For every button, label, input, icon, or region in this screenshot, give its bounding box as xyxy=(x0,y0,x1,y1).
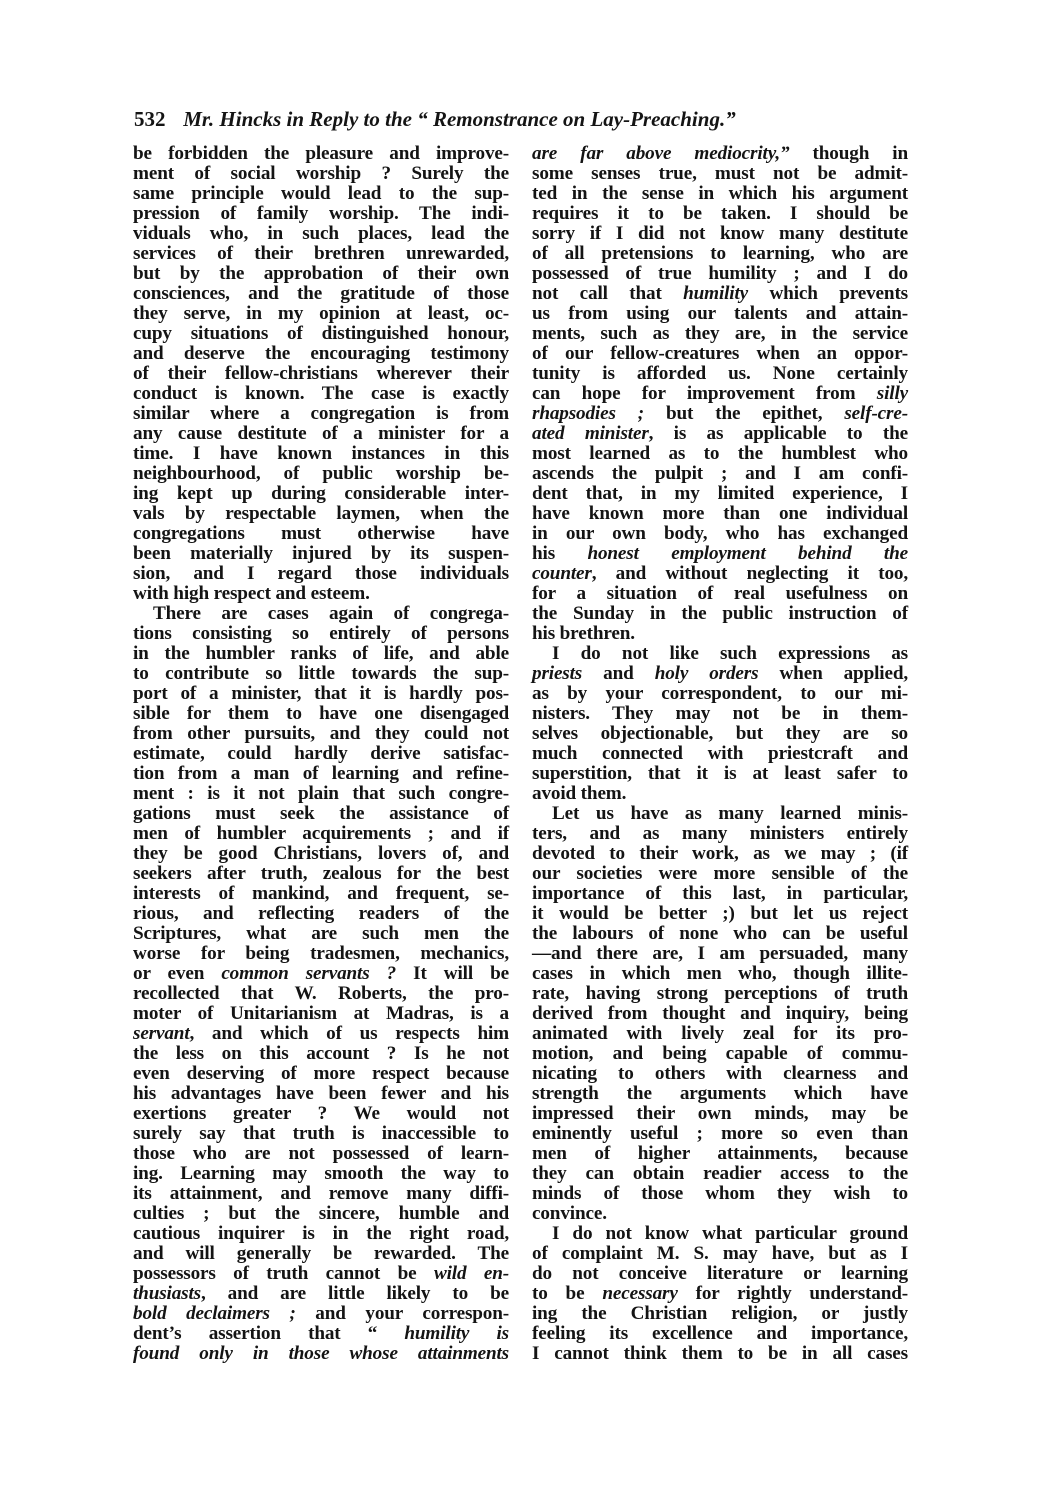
text-line: ters, and as many ministers entirely xyxy=(532,823,908,844)
text-line: tions consisting so entirely of persons xyxy=(133,623,509,644)
text-line: do not conceive literature or learning xyxy=(532,1263,908,1284)
running-header xyxy=(134,106,914,132)
text-line: gations must seek the assistance of xyxy=(133,803,509,824)
text-line: of their fellow-christians wherever their xyxy=(133,363,509,384)
text-line: in our own body, who has exchanged xyxy=(532,523,908,544)
text-line: surely say that truth is inaccessible to xyxy=(133,1123,509,1144)
text-line: from other pursuits, and they could not xyxy=(133,723,509,744)
text-line: the labours of none who can be useful xyxy=(532,923,908,944)
text-line: rate, having strong perceptions of truth xyxy=(532,983,908,1004)
text-line: priests and holy orders when applied, xyxy=(532,663,908,684)
emphasis: humility xyxy=(683,283,749,304)
text-line: servant, and which of us respects him xyxy=(133,1023,509,1044)
text-line: same principle would lead to the sup- xyxy=(133,183,509,204)
emphasis: found only in those whose attainments xyxy=(133,1343,509,1364)
emphasis: servant xyxy=(133,1023,190,1044)
text-line: or even common servants ? It will be xyxy=(133,963,509,984)
text-line: —and there are, I am persuaded, many xyxy=(532,943,908,964)
text-line: port of a minister, that it is hardly pos- xyxy=(133,683,509,704)
emphasis: rhapsodies ; xyxy=(532,403,644,424)
text-line: sorry if I did not know many destitute xyxy=(532,223,908,244)
text-line: There are cases again of congrega- xyxy=(153,603,509,624)
text-line: exertions greater ? We would not xyxy=(133,1103,509,1124)
text-line: estimate, could hardly derive satisfac- xyxy=(133,743,509,764)
text-line: animated with lively zeal for its pro- xyxy=(532,1023,908,1044)
text-line: thusiasts, and are little likely to be xyxy=(133,1283,509,1304)
text-line: it would be better ;) but let us reject xyxy=(532,903,908,924)
text-line: similar where a congregation is from xyxy=(133,403,509,424)
text-line: viduals who, in such places, lead the xyxy=(133,223,509,244)
text-line: ing kept up during considerable inter- xyxy=(133,483,509,504)
text-line: much connected with priestcraft and xyxy=(532,743,908,764)
text-line: to be necessary for rightly understand- xyxy=(532,1283,908,1304)
text-line: sible for them to have one disengaged xyxy=(133,703,509,724)
text-line: any cause destitute of a minister for a xyxy=(133,423,509,444)
text-line: selves objectionable, but they are so xyxy=(532,723,908,744)
text-line: of all pretensions to learning, who are xyxy=(532,243,908,264)
text-line: recollected that W. Roberts, the pro- xyxy=(133,983,509,1004)
text-line: moter of Unitarianism at Madras, is a xyxy=(133,1003,509,1024)
text-line: devoted to their work, as we may ; (if xyxy=(532,843,908,864)
text-line: ated minister, is as applicable to the xyxy=(532,423,908,444)
text-line: rhapsodies ; but the epithet, self-cre- xyxy=(532,403,908,424)
text-line: cases in which men who, though illite- xyxy=(532,963,908,984)
text-line: ments, such as they are, in the service xyxy=(532,323,908,344)
text-line: impressed their own minds, may be xyxy=(532,1103,908,1124)
emphasis: silly xyxy=(876,383,908,404)
text-line: the less on this account ? Is he not xyxy=(133,1043,509,1064)
text-line: neighbourhood, of public worship be- xyxy=(133,463,509,484)
text-line: but by the approbation of their own xyxy=(133,263,509,284)
text-line: as by your correspondent, to our mi- xyxy=(532,683,908,704)
text-line: men of higher attainments, because xyxy=(532,1143,908,1164)
text-line: are far above mediocrity,” though in xyxy=(532,143,908,164)
text-line: nicating to others with clearness and xyxy=(532,1063,908,1084)
emphasis: honest employment behind the xyxy=(587,543,908,564)
text-line: tunity is afforded us. None certainly xyxy=(532,363,908,384)
text-line: bold declaimers ; and your correspon- xyxy=(133,1303,509,1324)
text-line: they can obtain readier access to the xyxy=(532,1163,908,1184)
text-line: they be good Christians, lovers of, and xyxy=(133,843,509,864)
text-line: seekers after truth, zealous for the best xyxy=(133,863,509,884)
running-title: Mr. Hincks in Reply to the “ Remonstrance on Lay-Preaching.” xyxy=(183,107,736,131)
text-line: our societies were more sensible of the xyxy=(532,863,908,884)
text-line: they serve, in my opinion at least, oc- xyxy=(133,303,509,324)
emphasis: common servants ? xyxy=(221,963,397,984)
text-line: be forbidden the pleasure and improve- xyxy=(133,143,509,164)
emphasis: bold declaimers ; xyxy=(133,1303,296,1324)
text-line: congregations must otherwise have xyxy=(133,523,509,544)
emphasis: priests xyxy=(532,663,583,684)
text-line: consciences, and the gratitude of those xyxy=(133,283,509,304)
text-line: those who are not possessed of learn- xyxy=(133,1143,509,1164)
text-line: for a situation of real usefulness on xyxy=(532,583,908,604)
text-line: dent that, in my limited experience, I xyxy=(532,483,908,504)
text-line: worse for being tradesmen, mechanics, xyxy=(133,943,509,964)
text-line: to contribute so little towards the sup- xyxy=(133,663,509,684)
text-line: feeling its excellence and importance, xyxy=(532,1323,908,1344)
emphasis: necessary xyxy=(602,1283,678,1304)
text-line: been materially injured by its suspen- xyxy=(133,543,509,564)
text-line: cupy situations of distinguished honour, xyxy=(133,323,509,344)
text-line: vals by respectable laymen, when the xyxy=(133,503,509,524)
text-line: sion, and I regard those individuals xyxy=(133,563,509,584)
text-line: and deserve the encouraging testimony xyxy=(133,343,509,364)
text-line: ment of social worship ? Surely the xyxy=(133,163,509,184)
text-line: the Sunday in the public instruction of xyxy=(532,603,908,624)
text-line: counter, and without neglecting it too, xyxy=(532,563,908,584)
text-line: in the humbler ranks of life, and able xyxy=(133,643,509,664)
text-line: possessed of true humility ; and I do xyxy=(532,263,908,284)
text-line: his honest employment behind the xyxy=(532,543,908,564)
text-line: possessors of truth cannot be wild en- xyxy=(133,1263,509,1284)
text-line: nisters. They may not be in them- xyxy=(532,703,908,724)
text-line: time. I have known instances in this xyxy=(133,443,509,464)
text-line: convince. xyxy=(532,1203,607,1224)
text-line: I do not like such expressions as xyxy=(552,643,908,664)
text-line: strength the arguments which have xyxy=(532,1083,908,1104)
text-line: avoid them. xyxy=(532,783,627,804)
text-line: pression of family worship. The indi- xyxy=(133,203,509,224)
text-line: ing the Christian religion, or justly xyxy=(532,1303,908,1324)
text-line xyxy=(133,1344,509,1364)
text-line: tion from a man of learning and refine- xyxy=(133,763,509,784)
emphasis: wild en- xyxy=(433,1263,509,1284)
text-line: with high respect and esteem. xyxy=(133,583,370,604)
text-line: ing. Learning may smooth the way to xyxy=(133,1163,509,1184)
text-line: men of humbler acquirements ; and if xyxy=(133,823,509,844)
text-line: motion, and being capable of commu- xyxy=(532,1043,908,1064)
text-line: I cannot think them to be in all cases xyxy=(532,1343,908,1364)
text-line: dent’s assertion that “ humility is xyxy=(133,1323,509,1344)
text-line: have known more than one individual xyxy=(532,503,908,524)
text-line: most learned as to the humblest who xyxy=(532,443,908,464)
text-line: not call that humility which prevents xyxy=(532,283,909,304)
text-line: minds of those whom they wish to xyxy=(532,1183,908,1204)
text-line: derived from thought and inquiry, being xyxy=(532,1003,908,1024)
text-line: cautious inquirer is in the right road, xyxy=(133,1223,509,1244)
text-line: Scriptures, what are such men the xyxy=(133,923,509,944)
text-line: requires it to be taken. I should be xyxy=(532,203,908,224)
text-line: ment : is it not plain that such congre- xyxy=(133,783,509,804)
text-line: I do not know what particular ground xyxy=(552,1223,908,1244)
emphasis: self-cre- xyxy=(844,403,908,424)
text-line: superstition, that it is at least safer to xyxy=(532,763,908,784)
text-line: of complaint M. S. may have, but as I xyxy=(532,1243,908,1264)
text-line: importance of this last, in particular, xyxy=(532,883,908,904)
text-line: even deserving of more respect because xyxy=(133,1063,509,1084)
text-line: services of their brethren unrewarded, xyxy=(133,243,509,264)
text-line: its attainment, and remove many diffi- xyxy=(133,1183,509,1204)
text-line: Let us have as many learned minis- xyxy=(552,803,908,824)
text-line: and will generally be rewarded. The xyxy=(133,1243,509,1264)
text-line: interests of mankind, and frequent, se- xyxy=(133,883,509,904)
left-column xyxy=(133,144,509,1364)
text-line: ascends the pulpit ; and I am confi- xyxy=(532,463,908,484)
emphasis: counter xyxy=(532,563,592,584)
text-line: conduct is known. The case is exactly xyxy=(133,383,509,404)
emphasis: thusiasts xyxy=(133,1283,201,1304)
page-number: 532 xyxy=(134,107,166,131)
text-line: his brethren. xyxy=(532,623,635,644)
text-line: can hope for improvement from silly xyxy=(532,383,908,404)
right-column xyxy=(532,144,908,1364)
text-line: rious, and reflecting readers of the xyxy=(133,903,509,924)
text-line: of our fellow-creatures when an oppor- xyxy=(532,343,908,364)
emphasis: ated minister xyxy=(532,423,649,444)
emphasis: are far above mediocrity,” xyxy=(532,143,790,164)
text-line: us from using our talents and attain- xyxy=(532,303,908,324)
text-line: some senses true, must not be admit- xyxy=(532,163,908,184)
emphasis: humility is xyxy=(404,1323,509,1344)
text-line: ted in the sense in which his argument xyxy=(532,183,908,204)
emphasis: holy orders xyxy=(654,663,759,684)
text-line: his advantages have been fewer and his xyxy=(133,1083,509,1104)
text-line: eminently useful ; more so even than xyxy=(532,1123,908,1144)
text-line: culties ; but the sincere, humble and xyxy=(133,1203,509,1224)
